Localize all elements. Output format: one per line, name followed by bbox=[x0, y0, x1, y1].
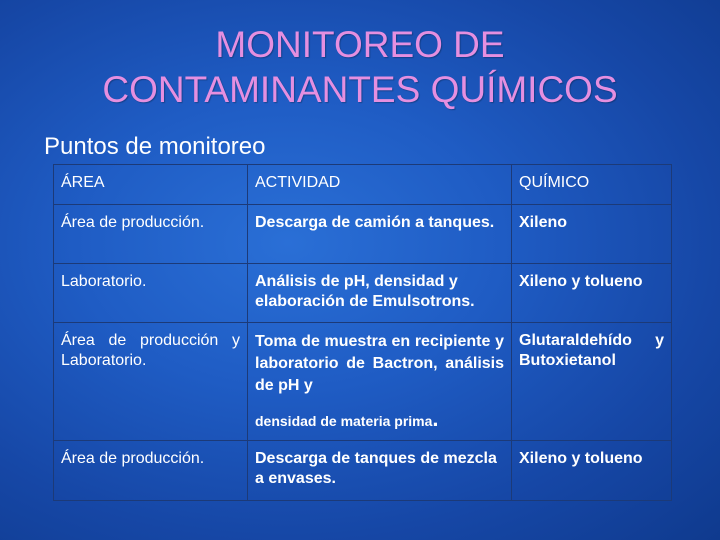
table-row bbox=[54, 441, 672, 501]
monitoring-table bbox=[53, 164, 672, 501]
header-actividad: ACTIVIDAD bbox=[248, 165, 512, 205]
cell-quimico: Xileno y tolueno bbox=[512, 264, 672, 323]
header-area: ÁREA bbox=[54, 165, 248, 205]
cell-actividad-part2-wrap bbox=[255, 406, 504, 431]
cell-quimico: Glutaraldehído y Butoxietanol bbox=[512, 323, 672, 441]
title-line-1: MONITOREO DE bbox=[215, 24, 505, 65]
cell-actividad-period: . bbox=[432, 406, 439, 431]
table-row bbox=[54, 264, 672, 323]
cell-actividad-part2: densidad de materia prima bbox=[255, 413, 433, 429]
cell-actividad: Descarga de tanques de mezcla a envases. bbox=[248, 441, 512, 501]
cell-area: Área de producción. bbox=[54, 441, 248, 501]
cell-actividad: Descarga de camión a tanques. bbox=[248, 205, 512, 264]
cell-quimico: Xileno y tolueno bbox=[512, 441, 672, 501]
header-quimico: QUÍMICO bbox=[512, 165, 672, 205]
page-title bbox=[0, 22, 720, 112]
title-line-2: CONTAMINANTES QUÍMICOS bbox=[102, 69, 618, 110]
section-subtitle: Puntos de monitoreo bbox=[44, 133, 266, 160]
cell-actividad-part1: Toma de muestra en recipiente y laboratorio de Bactron, análisis de pH y bbox=[255, 333, 504, 394]
table-header-row bbox=[54, 165, 672, 205]
cell-quimico: Xileno bbox=[512, 205, 672, 264]
cell-area: Laboratorio. bbox=[54, 264, 248, 323]
table-row bbox=[54, 205, 672, 264]
cell-area: Área de producción y Laboratorio. bbox=[54, 323, 248, 441]
cell-area: Área de producción. bbox=[54, 205, 248, 264]
cell-actividad: Análisis de pH, densidad y elaboración de Emulsotrons. bbox=[248, 264, 512, 323]
cell-actividad bbox=[248, 323, 512, 441]
table-row bbox=[54, 323, 672, 441]
